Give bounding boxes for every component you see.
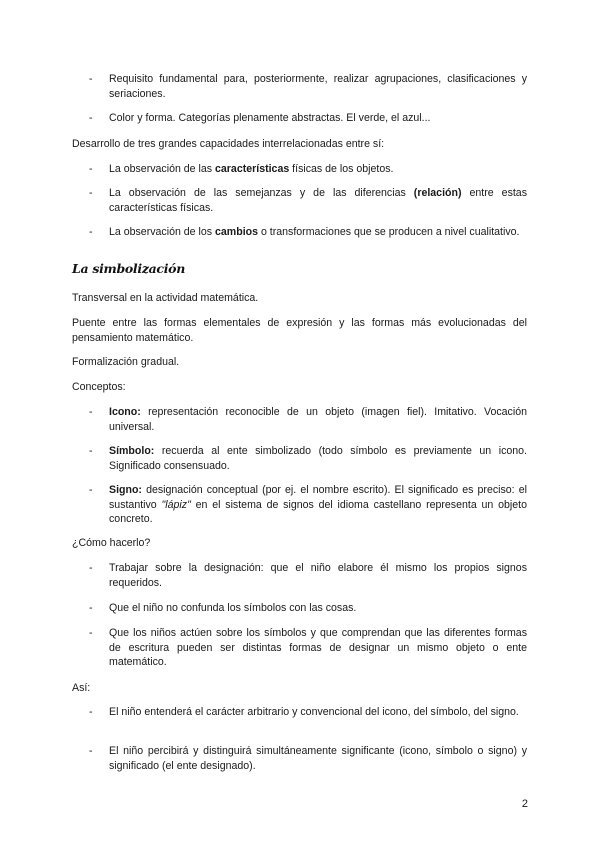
page-number: 2 bbox=[521, 798, 528, 810]
section-heading: La simbolización bbox=[72, 261, 186, 276]
list-item: - Color y forma. Categorías plenamente abstractas. El verde, el azul... bbox=[89, 112, 431, 124]
list-item: - Que los niños actúen sobre los símbolos y que comprendan que las diferentes formas de escritura pueden ser distintas formas de designar un mismo objeto o ente matemático. bbox=[89, 627, 527, 668]
conceptos-label: Conceptos: bbox=[72, 381, 126, 393]
dash-bullet: - bbox=[89, 73, 93, 85]
dash-bullet: - bbox=[89, 406, 93, 418]
como-label: ¿Cómo hacerlo? bbox=[72, 537, 151, 549]
dash-bullet: - bbox=[89, 602, 93, 614]
paragraph: Formalización gradual. bbox=[72, 356, 180, 368]
dash-bullet: - bbox=[89, 112, 93, 124]
asi-label: Así: bbox=[72, 682, 91, 694]
list-item: - La observación de las características físicas de los objetos. bbox=[89, 163, 394, 175]
list-item: - El niño percibirá y distinguirá simultáneamente significante (icono, símbolo o signo) y significado (el ente designado). bbox=[89, 745, 527, 772]
list-item: - El niño entenderá el carácter arbitrario y convencional del icono, del símbolo, del signo. bbox=[89, 706, 519, 718]
list-item: - Icono: representación reconocible de un objeto (imagen fiel). Imitativo. Vocación universal. bbox=[89, 406, 527, 433]
list-item: - La observación de las semejanzas y de las diferencias (relación) entre estas características físicas. bbox=[89, 187, 527, 214]
dash-bullet: - bbox=[89, 484, 93, 496]
paragraph: Puente entre las formas elementales de expresión y las formas más evolucionadas del pensamiento matemático. bbox=[72, 317, 527, 344]
dash-bullet: - bbox=[89, 187, 93, 199]
list-item: - Trabajar sobre la designación: que el niño elabore él mismo los propios signos requeridos. bbox=[89, 562, 527, 589]
list-item: - La observación de los cambios o transformaciones que se producen a nivel cualitativo. bbox=[89, 226, 520, 238]
list-item: - Que el niño no confunda los símbolos con las cosas. bbox=[89, 602, 357, 614]
dash-bullet: - bbox=[89, 562, 93, 574]
dash-bullet: - bbox=[89, 745, 93, 757]
dash-bullet: - bbox=[89, 226, 93, 238]
capacidades-intro: Desarrollo de tres grandes capacidades interrelacionadas entre sí: bbox=[72, 138, 385, 150]
dash-bullet: - bbox=[89, 706, 93, 718]
list-item: - Requisito fundamental para, posteriormente, realizar agrupaciones, clasificaciones y seriaciones. bbox=[89, 73, 527, 100]
dash-bullet: - bbox=[89, 445, 93, 457]
dash-bullet: - bbox=[89, 627, 93, 639]
list-item: - Signo: designación conceptual (por ej. el nombre escrito). El significado es preciso: el sustantivo "lápiz" en el sistema de signos del idioma castellano representa un objeto concreto. bbox=[89, 484, 527, 525]
list-item: - Símbolo: recuerda al ente simbolizado (todo símbolo es previamente un icono. Significado consensuado. bbox=[89, 445, 527, 472]
paragraph: Transversal en la actividad matemática. bbox=[72, 292, 259, 304]
dash-bullet: - bbox=[89, 163, 93, 175]
